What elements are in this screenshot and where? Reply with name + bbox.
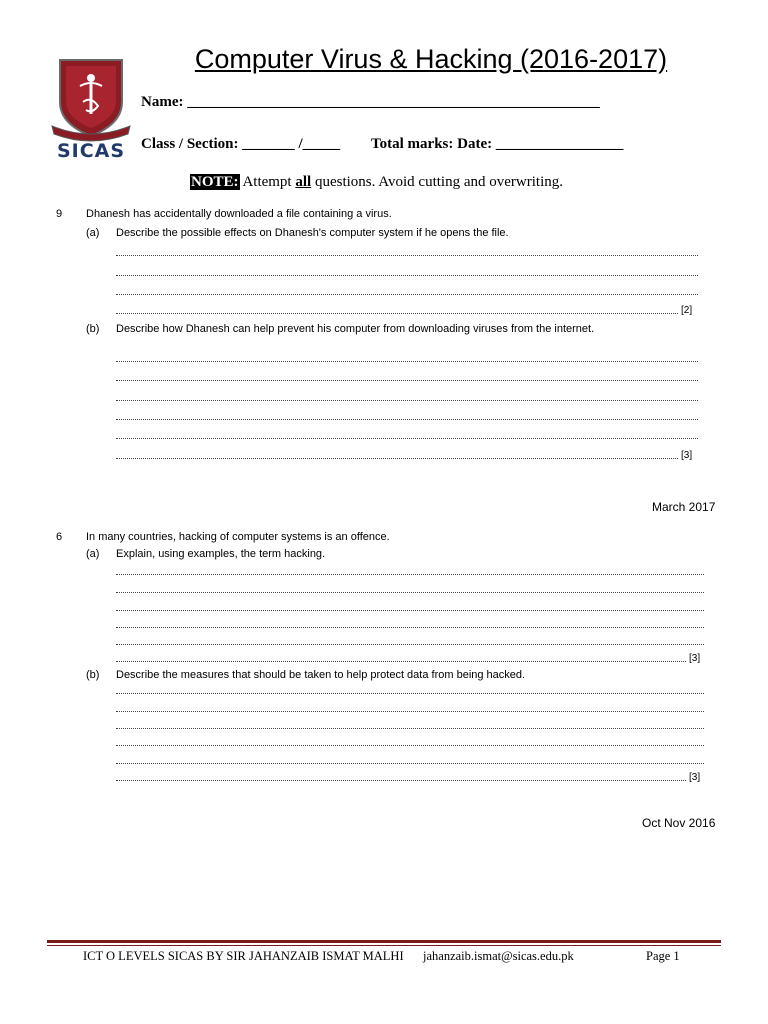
answer-line[interactable]	[116, 255, 698, 256]
answer-line[interactable]	[116, 438, 698, 439]
answer-line[interactable]	[116, 400, 698, 401]
answer-line[interactable]	[116, 574, 704, 575]
answer-line[interactable]	[116, 711, 704, 712]
page-footer	[83, 949, 680, 964]
answer-line[interactable]	[116, 275, 698, 276]
answer-line[interactable]	[116, 728, 704, 729]
answer-line[interactable]	[116, 610, 704, 611]
footer-author: ICT O LEVELS SICAS BY SIR JAHANZAIB ISMAT MALHI	[83, 949, 404, 963]
document-title: Computer Virus & Hacking (2016-2017)	[194, 44, 668, 74]
question-part: (a) Explain, using examples, the term hacking.	[86, 548, 326, 560]
question-part: (a) Describe the possible effects on Dhanesh's computer system if he opens the file.	[86, 227, 509, 239]
name-field: Name: _______________________________________________________	[141, 94, 600, 110]
marks-label: [3]	[681, 450, 693, 461]
total-marks-date-field: Total marks: Date: _________________	[371, 136, 624, 152]
question-part: (b) Describe how Dhanesh can help prevent his computer from downloading viruses from the internet.	[86, 323, 595, 335]
marks-label: [3]	[689, 653, 701, 664]
answer-line[interactable]	[116, 313, 678, 314]
answer-line[interactable]	[116, 592, 704, 593]
answer-line[interactable]	[116, 419, 698, 420]
answer-line[interactable]	[116, 780, 686, 781]
exam-date: Oct Nov 2016	[642, 816, 716, 830]
footer-rule	[47, 940, 721, 943]
marks-label: [3]	[689, 772, 701, 783]
footer-email: jahanzaib.ismat@sicas.edu.pk	[423, 949, 574, 963]
answer-line[interactable]	[116, 745, 704, 746]
exam-date: March 2017	[652, 500, 716, 514]
footer-rule	[47, 945, 721, 946]
answer-line[interactable]	[116, 693, 704, 694]
answer-line[interactable]	[116, 644, 704, 645]
instructions-note: NOTE: Attempt all questions. Avoid cutting and overwriting.	[191, 174, 563, 190]
answer-line[interactable]	[116, 763, 704, 764]
answer-line[interactable]	[116, 361, 698, 362]
page-number: Page 1	[646, 949, 680, 963]
answer-line[interactable]	[116, 661, 686, 662]
question-part: (b) Describe the measures that should be taken to help protect data from being hacked.	[86, 669, 526, 681]
class-section-field: Class / Section: _______ /_____	[141, 136, 341, 152]
answer-line[interactable]	[116, 627, 704, 628]
marks-label: [2]	[681, 305, 693, 316]
question-stem: 6 In many countries, hacking of computer systems is an offence.	[56, 531, 390, 543]
answer-line[interactable]	[116, 380, 698, 381]
logo-text: SICAS	[56, 140, 126, 162]
question-stem: 9 Dhanesh has accidentally downloaded a file containing a virus.	[56, 208, 392, 220]
answer-line[interactable]	[116, 458, 678, 459]
note-label: NOTE:	[191, 174, 239, 190]
answer-line[interactable]	[116, 294, 698, 295]
